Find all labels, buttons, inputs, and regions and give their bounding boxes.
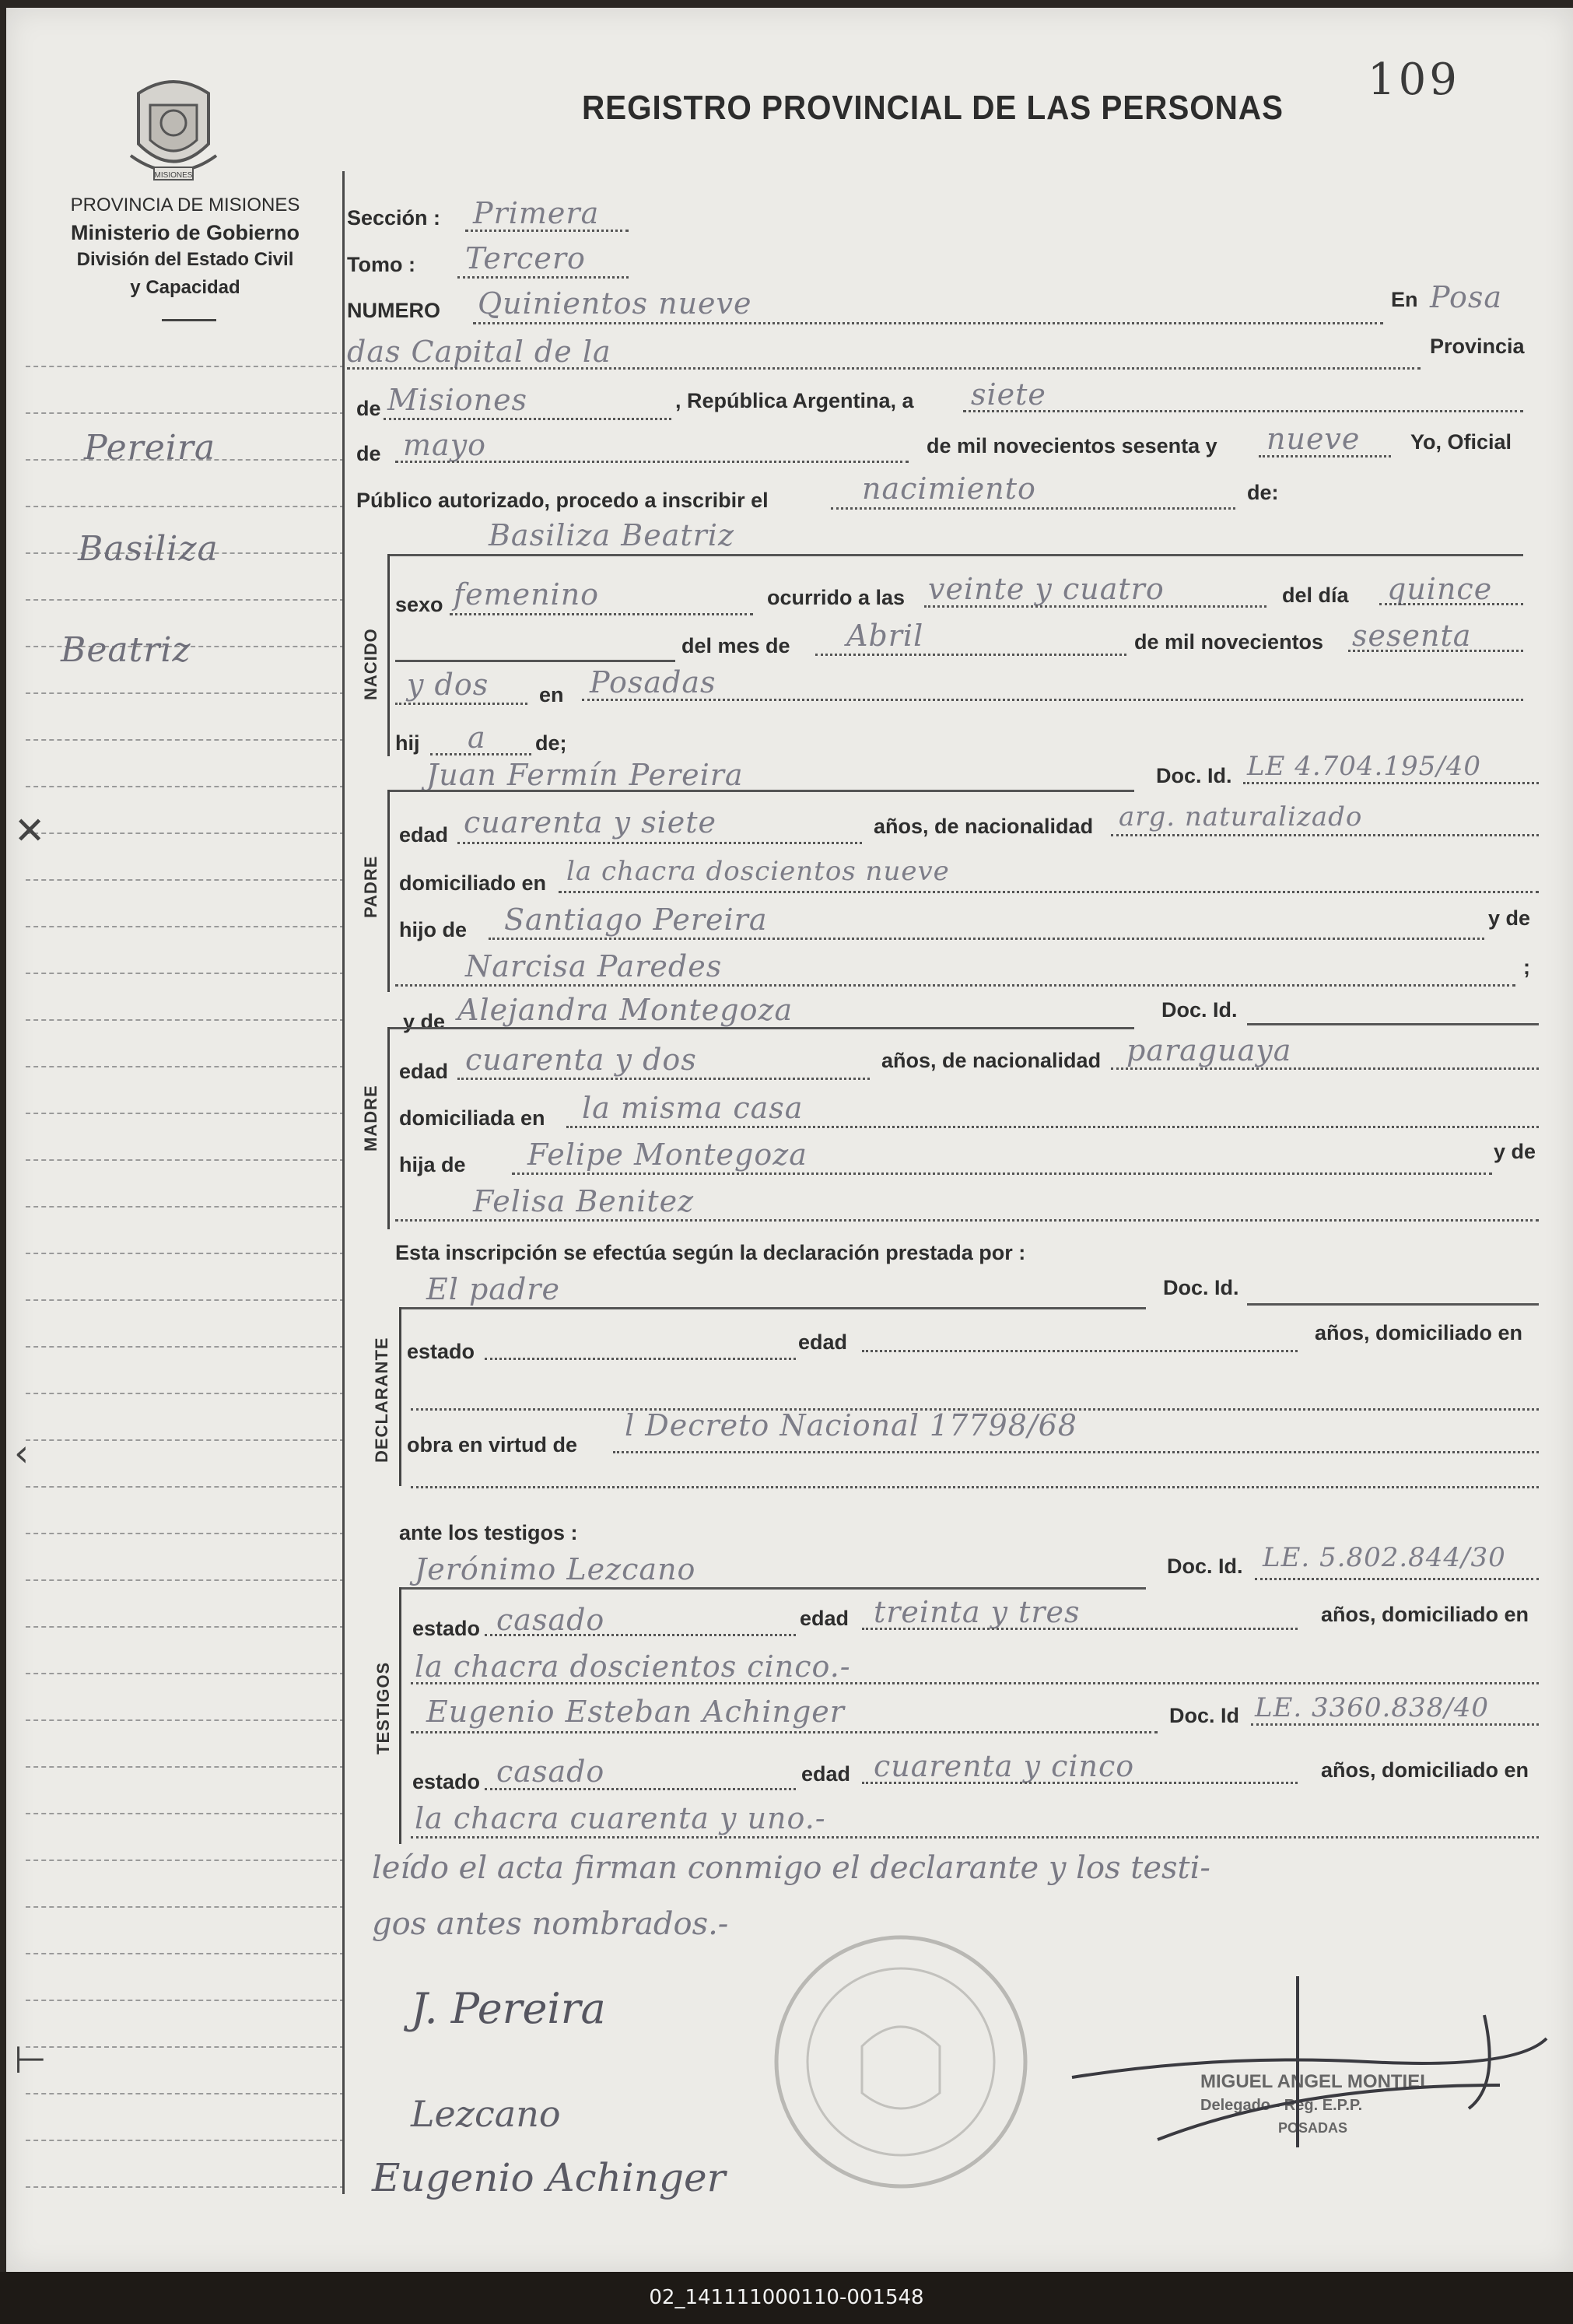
margin-rule-line (26, 1906, 345, 1908)
document-title: REGISTRO PROVINCIAL DE LAS PERSONAS (582, 89, 1284, 127)
dotted-line (395, 703, 527, 705)
label-domiciliado-padre: domiciliado en (399, 871, 547, 895)
value-padre-dom: la chacra doscientos nueve (566, 856, 950, 887)
dotted-line (347, 367, 1421, 370)
value-madre-edad: cuarenta y dos (465, 1043, 697, 1077)
margin-rule-line (26, 833, 345, 834)
margin-rule-line (26, 366, 345, 367)
dotted-line (1243, 782, 1539, 784)
document-page (6, 8, 1573, 2272)
value-madre-hija-de: Felipe Montegoza (527, 1137, 808, 1172)
value-numero: Quinientos nueve (478, 286, 752, 321)
label-doc-id-padre: Doc. Id. (1156, 764, 1232, 787)
margin-rule-line (26, 1579, 345, 1581)
dotted-line (512, 1173, 1492, 1175)
label-de-2: de (356, 442, 381, 465)
closing-line-1: leído el acta firman conmigo el declarante y los testi- (372, 1850, 1210, 1886)
label-en: En (1391, 288, 1418, 311)
value-testigo1-dom: la chacra doscientos cinco.- (415, 1649, 851, 1684)
value-padre-doc: LE 4.704.195/40 (1247, 751, 1481, 782)
label-hija-de: hija de (399, 1153, 466, 1176)
dotted-line (1255, 1578, 1539, 1580)
official-signature-icon (1064, 1968, 1562, 2155)
value-padre-y-de: Narcisa Paredes (465, 949, 723, 983)
dotted-line (489, 938, 1484, 940)
dotted-line (485, 1788, 796, 1790)
dotted-line (582, 699, 1523, 701)
value-sexo: femenino (454, 577, 600, 612)
label-edad-t1: edad (800, 1607, 850, 1630)
label-sexo: sexo (395, 593, 443, 616)
margin-rule-line (26, 1066, 345, 1067)
margin-rule-line (26, 1253, 345, 1254)
value-dia-nac: quince (1387, 572, 1493, 606)
value-mes: mayo (403, 428, 487, 462)
value-testigo2-doc: LE. 3360.838/40 (1255, 1692, 1489, 1723)
value-testigo2-dom: la chacra cuarenta y uno.- (415, 1801, 826, 1835)
page-number: 109 (1368, 54, 1460, 105)
margin-rule-line (26, 1953, 345, 1954)
margin-rule-line (26, 2186, 345, 2188)
dotted-line (862, 1628, 1298, 1630)
header-ministry: Ministerio de Gobierno (70, 221, 300, 244)
value-anio-nac-2: y dos (407, 668, 489, 702)
label-anos-dom-t1: años, domiciliado en (1321, 1603, 1529, 1626)
bracket-nacido (387, 554, 390, 756)
section-rule (399, 1587, 1146, 1590)
label-ocurrido: ocurrido a las (767, 586, 906, 609)
official-title: Delegado - Reg. E.P.P. (1200, 2097, 1363, 2114)
dotted-line (411, 1836, 1539, 1839)
value-testigo2-edad: cuarenta y cinco (874, 1749, 1135, 1783)
value-anio: nueve (1266, 422, 1361, 456)
value-mes-nac: Abril (846, 619, 924, 653)
label-nacido: NACIDO (361, 628, 380, 700)
margin-rule-line (26, 692, 345, 694)
margin-rule-line (26, 1019, 345, 1021)
label-declarante: DECLARANTE (372, 1337, 391, 1463)
margin-divider (342, 171, 345, 2194)
dotted-line (566, 1126, 1539, 1128)
value-anio-nac-1: sesenta (1352, 619, 1472, 653)
label-edad-declarante: edad (798, 1330, 848, 1354)
label-domiciliada: domiciliada en (399, 1106, 545, 1130)
dotted-line (395, 461, 909, 463)
dotted-line (1348, 650, 1523, 652)
margin-rule-line (26, 2140, 345, 2141)
margin-rule-line (26, 1206, 345, 1208)
dotted-line (384, 418, 671, 420)
label-hijo-de: hijo de (399, 918, 467, 941)
label-obra: obra en virtud de (407, 1433, 578, 1456)
dotted-line (862, 1350, 1298, 1352)
margin-rule-line (26, 2000, 345, 2001)
dotted-line (963, 410, 1523, 412)
value-obra: l Decreto Nacional 17798/68 (625, 1408, 1077, 1442)
label-anos-nac-padre: años, de nacionalidad (874, 815, 1094, 838)
dotted-line (1111, 834, 1539, 836)
dotted-line (395, 1219, 1539, 1222)
label-madre: MADRE (361, 1085, 380, 1151)
margin-rule-line (26, 1719, 345, 1721)
value-nombre: Basiliza Beatriz (489, 518, 734, 552)
value-testigo1: Jerónimo Lezcano (415, 1552, 696, 1586)
label-provincia: Provincia (1430, 335, 1525, 358)
label-doc-id-declarante: Doc. Id. (1163, 1276, 1239, 1299)
margin-rule-line (26, 1113, 345, 1114)
margin-rule-line (26, 1486, 345, 1488)
margin-rule-line (26, 1159, 345, 1161)
section-rule (399, 1307, 1146, 1309)
dotted-line (1259, 455, 1391, 457)
label-hij: hij (395, 731, 420, 755)
value-testigo1-estado: casado (496, 1603, 605, 1637)
label-en-2: en (539, 683, 564, 706)
value-dia: siete (971, 377, 1046, 412)
label-publico: Público autorizado, procedo a inscribir el (356, 489, 769, 512)
label-doc-id-testigo1: Doc. Id. (1167, 1555, 1243, 1578)
margin-rule-line (26, 1860, 345, 1861)
dotted-line (1251, 1723, 1539, 1726)
punch-hole-icon: ✕ (14, 809, 46, 853)
margin-name2: Beatriz (61, 630, 191, 670)
dotted-line (457, 1078, 870, 1080)
label-numero: NUMERO (347, 299, 440, 322)
dotted-line (924, 605, 1266, 608)
punch-hole-icon: ⊢ (14, 2038, 47, 2082)
section-rule (387, 790, 1134, 792)
label-anos-nac-madre: años, de nacionalidad (881, 1049, 1102, 1072)
label-de-semi: de; (535, 731, 567, 755)
dotted-line (457, 842, 862, 844)
value-seccion: Primera (473, 196, 600, 230)
blank-line (395, 660, 675, 662)
dotted-line (1379, 603, 1523, 605)
signature-testigo2: Eugenio Achinger (372, 2155, 726, 2200)
header-capacity: y Capacidad (130, 277, 240, 298)
margin-rule-line (26, 599, 345, 601)
margin-rule-line (26, 2093, 345, 2094)
value-lugar-nac: Posadas (590, 665, 716, 699)
margin-rule-line (26, 926, 345, 927)
label-anos-dom-t2: años, domiciliado en (1321, 1758, 1529, 1782)
punch-hole-icon: ‹ (14, 1432, 30, 1475)
margin-rule-line (26, 973, 345, 974)
value-madre-nombre: Alejandra Montegoza (457, 993, 794, 1027)
header-division: División del Estado Civil (76, 249, 294, 270)
signature-testigo1: Lezcano (411, 2093, 561, 2135)
bracket-padre (387, 790, 390, 992)
margin-name1: Basiliza (78, 529, 219, 569)
margin-rule-line (26, 1299, 345, 1301)
label-estado-t1: estado (412, 1617, 481, 1640)
section-rule (1247, 1303, 1539, 1306)
dotted-line (411, 1731, 1158, 1733)
value-testigo2-estado: casado (496, 1754, 605, 1789)
dotted-line (473, 322, 1383, 324)
value-declarante: El padre (426, 1272, 560, 1306)
official-city: POSADAS (1278, 2120, 1348, 2136)
label-y-de-padre: y de (1488, 906, 1531, 930)
label-de-colon: de: (1247, 481, 1279, 504)
label-edad-padre: edad (399, 823, 449, 847)
margin-rule-line (26, 506, 345, 507)
dotted-line (831, 507, 1235, 510)
dotted-line (457, 276, 629, 279)
dotted-line (411, 1486, 1539, 1488)
section-rule (1247, 1023, 1539, 1025)
label-del-dia: del día (1282, 584, 1349, 607)
footer-caption: 02_141111000110-001548 (0, 2272, 1573, 2324)
label-inscripcion: Esta inscripción se efectúa según la declaración prestada por : (395, 1241, 1026, 1264)
value-padre-edad: cuarenta y siete (464, 805, 716, 840)
label-mil-sesenta: de mil novecientos sesenta y (927, 434, 1217, 457)
label-yo-oficial: Yo, Oficial (1410, 430, 1512, 454)
value-tomo: Tercero (465, 241, 586, 275)
value-testigo1-doc: LE. 5.802.844/30 (1263, 1542, 1506, 1573)
section-rule (387, 1027, 1134, 1029)
bracket-madre (387, 1027, 390, 1229)
value-madre-y-de: Felisa Benitez (473, 1184, 695, 1218)
label-edad-madre: edad (399, 1060, 449, 1083)
bracket-testigos (399, 1587, 401, 1844)
header-rule (162, 319, 216, 321)
margin-surname: Pereira (84, 428, 216, 468)
dotted-line (815, 654, 1126, 656)
label-edad-t2: edad (801, 1762, 851, 1786)
dotted-line (465, 230, 629, 232)
label-semicolon: ; (1523, 955, 1530, 979)
value-padre-nombre: Juan Fermín Pereira (426, 758, 744, 792)
label-republica: , República Argentina, a (675, 389, 914, 412)
value-testigo1-edad: treinta y tres (874, 1595, 1081, 1629)
margin-rule-line (26, 1766, 345, 1768)
label-seccion: Sección : (347, 206, 441, 230)
margin-rule-line (26, 1813, 345, 1814)
margin-rule-line (26, 879, 345, 881)
section-rule (387, 554, 1523, 556)
label-doc-id-madre: Doc. Id. (1161, 998, 1238, 1022)
margin-rule-line (26, 786, 345, 787)
value-hij-letra: a (468, 720, 486, 755)
dotted-line (485, 1358, 796, 1360)
margin-rule-line (26, 1346, 345, 1348)
dotted-line (411, 1682, 1539, 1684)
value-en-1: Posa (1430, 280, 1503, 314)
value-padre-nac: arg. naturalizado (1119, 801, 1363, 833)
closing-line-2: gos antes nombrados.- (372, 1906, 729, 1942)
label-padre: PADRE (361, 855, 380, 918)
dotted-line (485, 1634, 796, 1636)
label-estado-declarante: estado (407, 1340, 475, 1363)
dotted-line (395, 984, 1515, 987)
margin-rule-line (26, 1533, 345, 1534)
value-madre-dom: la misma casa (582, 1091, 804, 1125)
margin-rule-line (26, 739, 345, 741)
official-stamp-icon (769, 1930, 1033, 2194)
label-y-de-madre-2: y de (1494, 1140, 1536, 1163)
value-padre-hijo-de: Santiago Pereira (504, 903, 768, 937)
label-del-mes: del mes de (681, 634, 790, 657)
label-mil-nov: de mil novecientos (1134, 630, 1324, 654)
signature-declarante: J. Pereira (411, 1984, 606, 2033)
header-province: PROVINCIA DE MISIONES (70, 195, 300, 216)
dotted-line (430, 753, 531, 755)
margin-rule-line (26, 1439, 345, 1441)
coat-of-arms-icon (123, 70, 224, 187)
label-ante: ante los testigos : (399, 1521, 578, 1544)
label-doc-id-testigo2: Doc. Id (1169, 1704, 1240, 1727)
dotted-line (862, 1782, 1298, 1784)
dotted-line (450, 613, 753, 615)
value-acto: nacimiento (862, 471, 1036, 506)
label-de: de (356, 397, 381, 420)
margin-rule-line (26, 1673, 345, 1674)
value-testigo2: Eugenio Esteban Achinger (426, 1695, 845, 1729)
margin-rule-line (26, 412, 345, 414)
value-en-2: das Capital de la (347, 335, 611, 369)
label-estado-t2: estado (412, 1770, 481, 1793)
label-tomo: Tomo : (347, 253, 415, 276)
label-testigos: TESTIGOS (373, 1661, 393, 1754)
label-y-de-madre: y de (403, 1010, 446, 1033)
bracket-declarante (399, 1307, 401, 1486)
dotted-line (559, 891, 1539, 893)
label-anos-dom-declarante: años, domiciliado en (1315, 1321, 1523, 1344)
margin-rule-line (26, 1393, 345, 1394)
dotted-line (1111, 1067, 1539, 1070)
dotted-line (613, 1451, 1539, 1453)
official-name: MIGUEL ANGEL MONTIEL (1200, 2071, 1431, 2092)
value-hora: veinte y cuatro (928, 572, 1165, 606)
crest-label: MISIONES (154, 171, 193, 180)
margin-rule-line (26, 2046, 345, 2048)
margin-rule-line (26, 1626, 345, 1628)
value-de-provincia: Misiones (387, 383, 528, 417)
value-madre-nac: paraguaya (1126, 1033, 1292, 1067)
